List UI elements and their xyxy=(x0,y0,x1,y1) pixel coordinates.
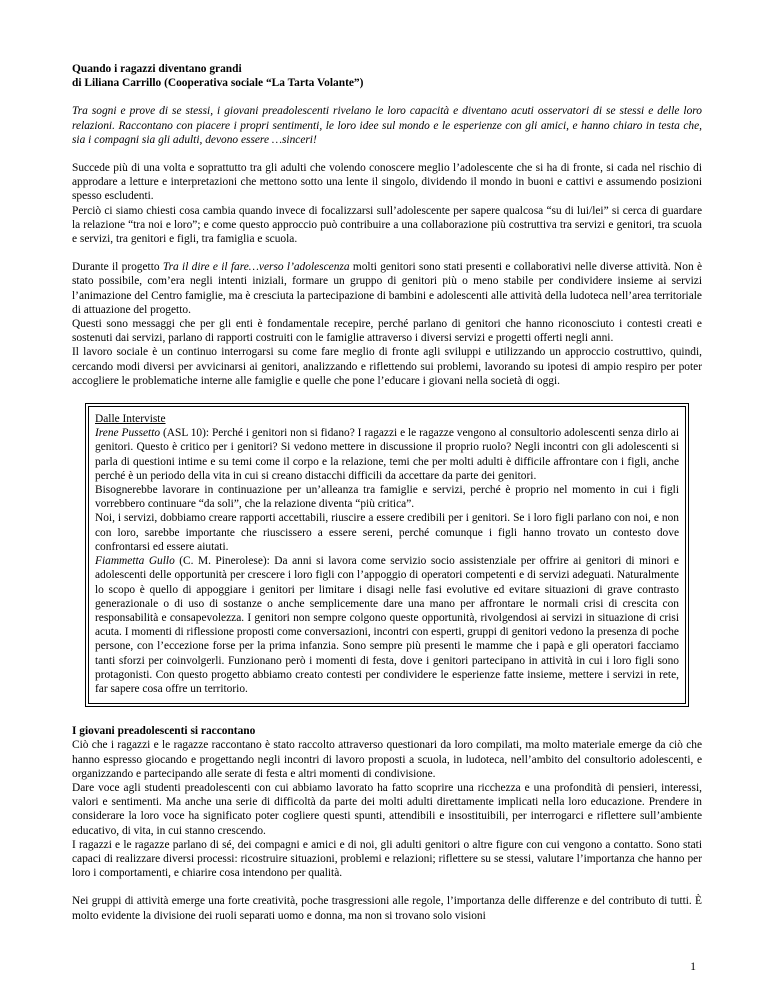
interview-paragraph: Bisognerebbe lavorare in continuazione per un’alleanza tra famiglie e servizi, perché è proprio nel momento in cui i figli vorrebbero continuare “da soli”, che la relazione diventa “più critica”. xyxy=(95,484,679,511)
section-paragraph-1: Ciò che i ragazzi e le ragazze raccontano è stato raccolto attraverso questionari da loro compilati, ma molto materiale emerge da ciò che hanno espresso giocando e progettando negli incontri di lavoro proposti a scuola, in ludoteca, nell’ambito del consultorio adolescenti, e organizzando e partecipando alle serate di festa e altri momenti di condivisione. xyxy=(72,739,702,780)
interviews-heading: Dalle Interviste xyxy=(95,413,166,426)
paragraph-1: Succede più di una volta e soprattutto tra gli adulti che volendo conoscere meglio l’adolescente che si ha di fronte, si cada nel rischio di approdare a letture e interpretazioni che mettono sotto una lente il singolo, dividendo il mondo in buoni e cattivi e assumendo posizioni spesso escludenti. xyxy=(72,162,702,203)
interviewee-name: Fiammetta Gullo xyxy=(95,555,175,568)
paragraph-5: Il lavoro sociale è un continuo interrogarsi su come fare meglio di fronte agli sviluppi e utilizzando un approccio costruttivo, quindi, cercando modi diversi per avvicinarsi ai genitori, analizzando e riflettendo sui problemi, lavorando su ipotesi di ampio respiro per poter accogliere le problematiche interne alle famiglie e quelle che pone l’educare i giovani nella società di oggi. xyxy=(72,346,702,387)
interview-gullo xyxy=(95,554,679,696)
paragraph-2: Perciò ci siamo chiesti cosa cambia quando invece di focalizzarsi sull’adolescente per sapere qualcosa “su di lui/lei” si cerca di guardare la relazione “tra noi e loro”; e come questo approccio può contribuire a una collaborazione più costruttiva tra servizi e genitori, tra scuola e servizi, tra genitori e figli, tra famiglia e scuola. xyxy=(72,204,702,246)
interview-text: (C. M. Pinerolese): Da anni si lavora come servizio socio assistenziale per offrire ai genitori di minori e adolescenti delle opportunità per crescere i loro figli con l’appoggio di operatori competenti e di servizi adeguati. Naturalmente lo scopo è quello di appoggiare i genitori per limitare i disagi nelle fasi evolutive ed evitare situazioni di grave contrasto generazionale o di uso di sostanze o anche semplicemente dare una mano per affrontare le normali crisi di crescita con responsabilità e consapevolezza. I genitori non sempre colgono queste opportunità, rivolgendosi ai servizi in situazione di crisi acuta. I momenti di riflessione proposti come conversazioni, incontri con esperti, gruppi di genitori vedono la presenza di poche persone, con l’eccezione forse per la prima infanzia. Sono sempre più presenti le mamme che i papà e gli operatori facciamo tanti sforzi per coinvolgerli. Funzionano però i momenti di festa, dove i genitori partecipano in attività in cui i loro figli sono protagonisti. Con questo progetto abbiamo creato contesti per condividere le esperienze fatte insieme, mettere i servizi in rete, far sapere cosa offre un territorio. xyxy=(95,555,679,695)
interview-pussetto xyxy=(95,426,679,483)
page-number: 1 xyxy=(690,961,696,973)
interview-text: (ASL 10): Perché i genitori non si fidano? I ragazzi e le ragazze vengono al consultorio adolescenti senza dirlo ai genitori. Questo è critico per i genitori? Si vedono mettere in discussione il proprio ruolo? Negli incontri con gli adolescenti si parla di questioni intime e su temi come il corpo e la relazione, temi che per molti adulti è difficile affrontare con i figli, anche perché è un periodo della vita in cui si creano distacchi difficili da accettare da parte dei genitori. xyxy=(95,427,679,482)
interviews-box xyxy=(88,406,686,704)
paragraph-4: Questi sono messaggi che per gli enti è fondamentale recepire, perché parlano di genitori che hanno riconosciuto i contesti creati e sostenuti dai servizi, parlano di rapporti costruiti con le famiglie attraverso i diversi servizi e progetti offerti negli anni. xyxy=(72,318,702,345)
interviewee-name: Irene Pussetto xyxy=(95,427,161,440)
paragraph-3 xyxy=(72,260,702,317)
article-title: Quando i ragazzi diventano grandi xyxy=(72,63,242,75)
section-paragraph-4: Nei gruppi di attività emerge una forte creatività, poche trasgressioni alle regole, l’importanza delle differenze e del contributo di tutti. È molto evidente la divisione dei ruoli separati uomo e donna, ma non si trovano solo visioni xyxy=(72,895,702,922)
document-page xyxy=(72,62,702,923)
interview-paragraph: Noi, i servizi, dobbiamo creare rapporti accettabili, riuscire a essere credibili per i genitori. Se i loro figli parlano con noi, e non con loro, sarebbe importante che riuscissero a essere sereni, perché comunque i figli hanno trovato un contesto dove confrontarsi ed essere aiutati. xyxy=(95,512,679,553)
section-paragraph-2: Dare voce agli studenti preadolescenti con cui abbiamo lavorato ha fatto scoprire una ricchezza e una profondità di pensieri, interessi, valori e sentimenti. Ma anche una serie di difficoltà da parte dei molti adulti direttamente implicati nella loro educazione. Prendere in considerare la loro voce ha significato poter cogliere questi spunti, attendibili e insostituibili, per interrogarci e riflettere sull’ambiente educativo, di vita, in cui stanno crescendo. xyxy=(72,781,702,837)
section-paragraph-3: I ragazzi e le ragazze parlano di sé, dei compagni e amici e di noi, gli adulti genitori o altre figure con cui vengono a contatto. Sono stati capaci di realizzare diversi processi: ricostruire situazioni, problemi e relazioni; riflettere su se stessi, valutare l’importanza che hanno per loro i comportamenti, e chiarire cosa intendono per qualità. xyxy=(72,838,702,880)
section-heading: I giovani preadolescenti si raccontano xyxy=(72,725,256,738)
intro-paragraph: Tra sogni e prove di se stessi, i giovani preadolescenti rivelano le loro capacità e diventano acuti osservatori di se stessi e delle loro relazioni. Raccontano con piacere i propri sentimenti, le loro idee sul mondo e le esperienze con gli amici, e hanno chiaro in testa che, sia i compagni sia gli adulti, devono essere …sinceri! xyxy=(72,105,702,146)
paragraph-3-rest: molti genitori sono stati presenti e collaborativi nelle diverse attività. Non è stato possibile, com’era negli intenti iniziali, formare un gruppo di genitori più o meno stabile per condividere insieme ai servizi l’animazione del Centro famiglie, ma è cresciuta la partecipazione di bambini e adolescenti alle attività della ludoteca nell’area territoriale di attuazione del progetto. xyxy=(72,261,703,316)
article-byline: di Liliana Carrillo (Cooperativa sociale “La Tarta Volante”) xyxy=(72,77,364,90)
paragraph-3-lead: Durante il progetto xyxy=(72,261,163,274)
project-title: Tra il dire e il fare…verso l’adolescenza xyxy=(162,261,350,274)
